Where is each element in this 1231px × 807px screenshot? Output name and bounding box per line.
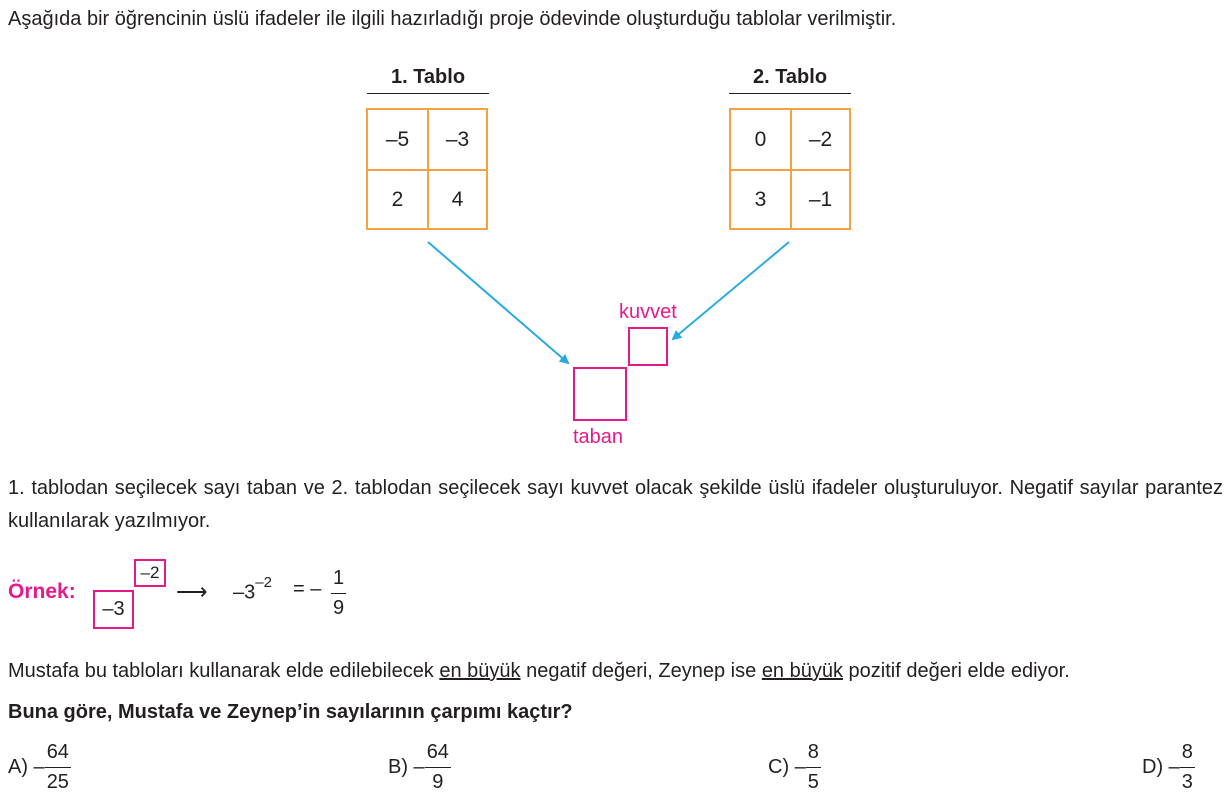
table1-cell: 4	[451, 187, 464, 211]
table1-cell: 2	[391, 187, 404, 211]
table2-cell: 0	[754, 127, 767, 151]
table1-title: 1. Tablo	[390, 66, 466, 88]
fraction-numerator: 8	[806, 741, 821, 768]
example-expression	[233, 574, 272, 605]
fraction-denominator: 9	[432, 771, 444, 793]
question-text: Buna göre, Mustafa ve Zeynep’in sayılarının çarpımı kaçtır?	[8, 701, 573, 723]
kuvvet-box	[628, 327, 668, 366]
kuvvet-label: kuvvet	[619, 301, 677, 323]
option-fraction	[806, 741, 821, 794]
fraction-numerator: 64	[45, 741, 71, 768]
example-base-box: –3	[93, 590, 134, 629]
example-label: Örnek:	[8, 580, 76, 603]
table2-title: 2. Tablo	[752, 66, 828, 88]
statement-part: Mustafa bu tabloları kullanarak elde edilebilecek	[8, 660, 440, 682]
explanation-paragraph: 1. tablodan seçilecek sayı taban ve 2. tablodan seçilecek sayı kuvvet olacak şekilde üslü ifadeler oluşturuluyor. Negatif sayılar parantez kullanılarak yazılmıyor.	[8, 477, 1223, 532]
table1-cell: –5	[385, 127, 410, 151]
example-expr-base: –3	[233, 581, 256, 604]
option-label: B) –	[388, 756, 425, 778]
underlined-phrase: en büyük	[761, 660, 843, 682]
table2-cell: –2	[808, 127, 833, 151]
statement-text	[8, 660, 1070, 683]
fraction-denominator: 5	[807, 771, 819, 793]
fraction-denominator: 9	[333, 597, 345, 619]
fraction-numerator: 8	[1180, 741, 1195, 768]
example-fraction	[331, 567, 346, 620]
example-arrow: ⟶	[176, 579, 208, 604]
fraction-denominator: 3	[1181, 771, 1193, 793]
fraction-numerator: 64	[425, 741, 451, 768]
option-a[interactable]	[8, 741, 71, 794]
option-b[interactable]	[388, 741, 451, 794]
table2-cell: –1	[808, 187, 833, 211]
option-label: C) –	[768, 756, 806, 778]
option-label: D) –	[1142, 756, 1180, 778]
table2-cell: 3	[754, 187, 767, 211]
table1-cell: –3	[445, 127, 470, 151]
option-fraction	[1180, 741, 1195, 794]
example-expr-exp: –2	[255, 574, 272, 591]
example-equals: = –	[293, 578, 322, 600]
fraction-numerator: 1	[331, 567, 346, 594]
fraction-denominator: 25	[46, 771, 69, 793]
option-label: A) –	[8, 756, 45, 778]
taban-box	[573, 367, 627, 421]
option-c[interactable]	[768, 741, 821, 794]
option-fraction	[425, 741, 451, 794]
underlined-phrase: en büyük	[439, 660, 521, 682]
arrow-table2-to-kuvvet	[673, 242, 789, 339]
statement-part: negatif değeri, Zeynep ise	[520, 660, 762, 682]
taban-label: taban	[573, 426, 624, 448]
intro-text: Aşağıda bir öğrencinin üslü ifadeler ile ilgili hazırladığı proje ödevinde oluşturduğu tablolar verilmiştir.	[8, 8, 897, 30]
statement-part: pozitif değeri elde ediyor.	[842, 660, 1070, 682]
arrow-table1-to-taban	[428, 242, 568, 363]
example-exponent-box: –2	[134, 559, 166, 587]
option-fraction	[45, 741, 71, 794]
option-d[interactable]	[1142, 741, 1195, 794]
